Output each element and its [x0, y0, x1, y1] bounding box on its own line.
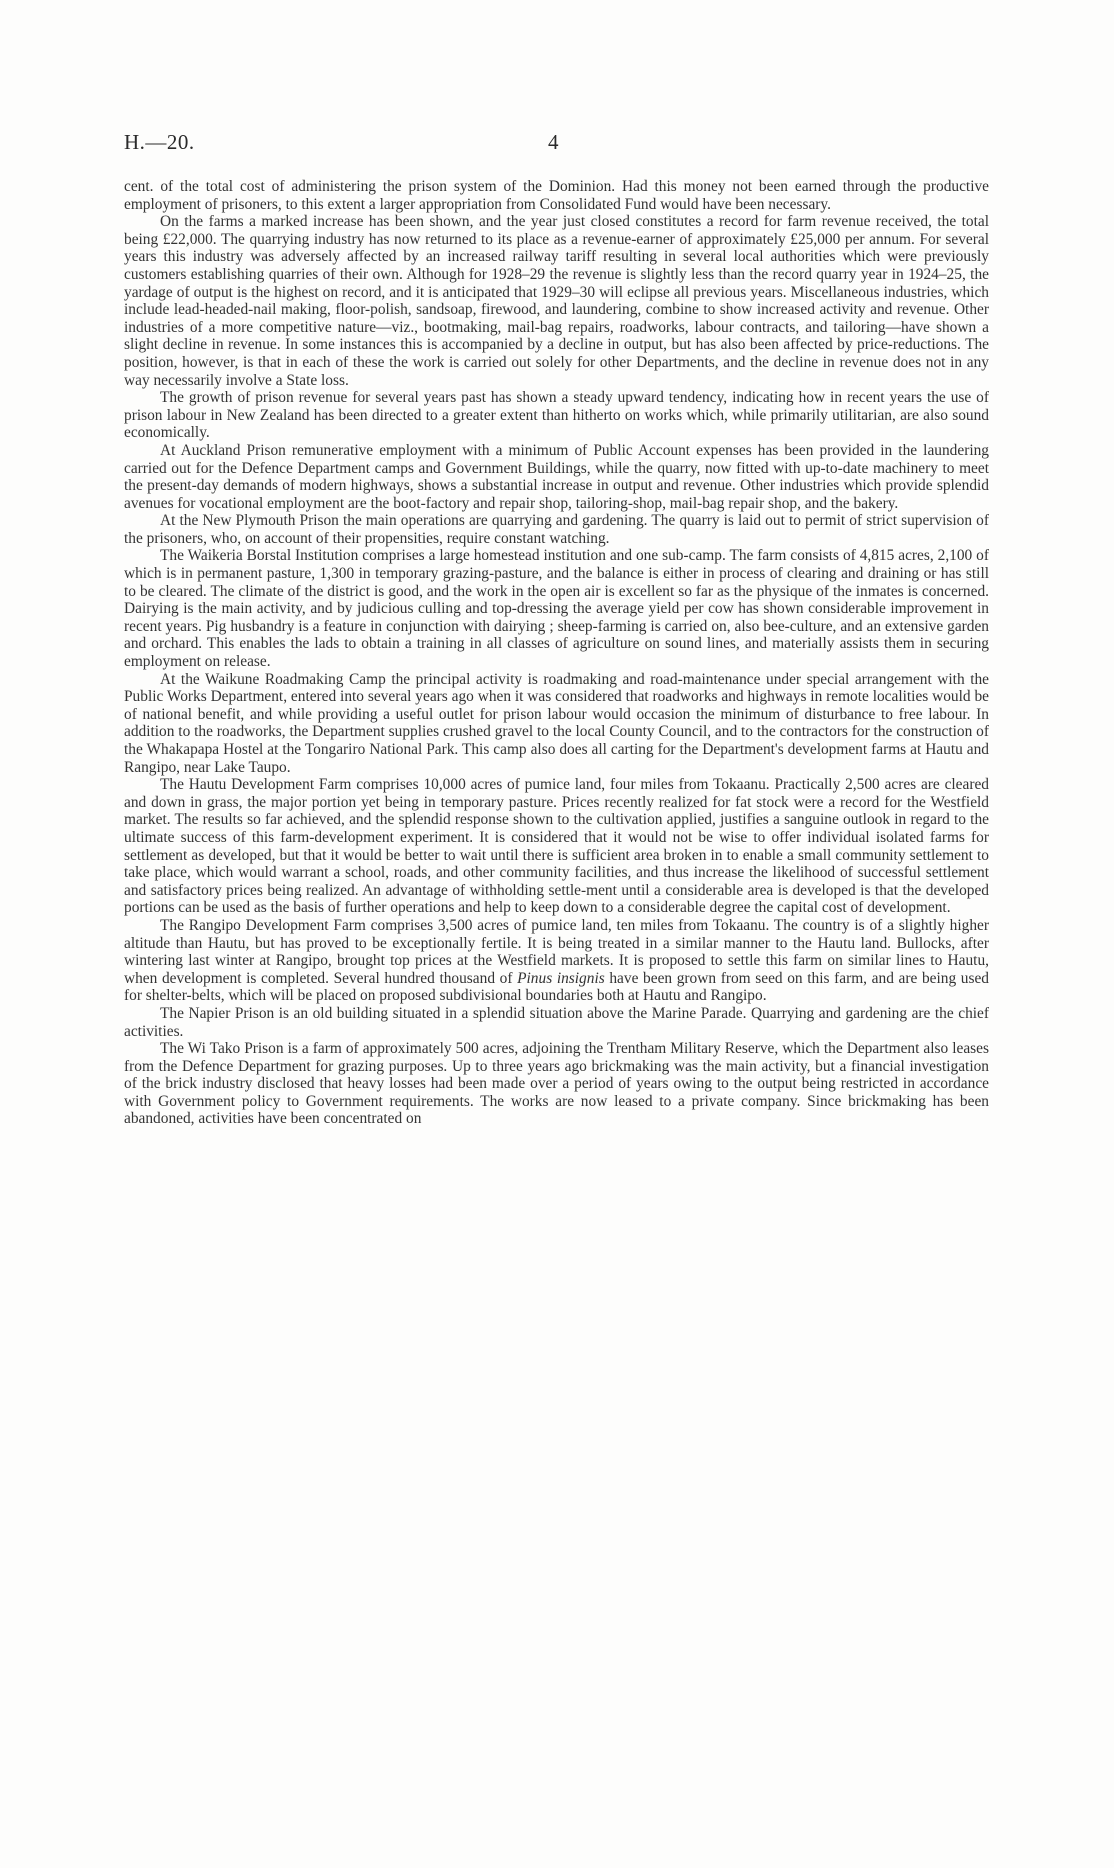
body-text — [124, 178, 989, 1128]
page-header — [124, 130, 990, 160]
rangipo-text-tail: have been grown from seed on this farm, and are being used for shelter-belts, which will be placed on proposed subdivisional boundaries both at Hautu and Rangipo. — [124, 969, 989, 1005]
paragraph-hautu-farm: The Hautu Development Farm comprises 10,000 acres of pumice land, four miles from Tokaanu. Practically 2,500 acres are cleared and down in grass, the major portion yet being in temporary pasture. Prices recently realized for fat stock were a record for the Westfield market. The results so far achieved, and the splendid response shown to the cultivation applied, justifies a sanguine outlook in regard to the ultimate success of this farm-development experiment. It is considered that it would not be wise to offer individual isolated farms for settlement as developed, but that it would be better to wait until there is sufficient area broken in to enable a small community settlement to take place, which would warrant a school, roads, and other community facilities, and thus increase the likelihood of successful settlement and satisfactory prices being realized. An advantage of withholding settle-ment until a considerable area is developed is that the developed portions can be used as the basis of further operations and help to keep down to a considerable degree the capital cost of development. — [124, 776, 989, 917]
document-reference: H.—20. — [124, 130, 195, 154]
paragraph-waikune-camp: At the Waikune Roadmaking Camp the principal activity is roadmaking and road-maintenance under special arrangement with the Public Works Department, entered into several years ago when it was considered that roadworks and highways in remote localities would be of national benefit, and while providing a useful outlet for prison labour would occasion the minimum of disturbance to free labour. In addition to the roadworks, the Department supplies crushed gravel to the local County Council, and to the contractors for the construction of the Whakapapa Hostel at the Tongariro National Park. This camp also does all carting for the Department's development farms at Hautu and Rangipo, near Lake Taupo. — [124, 670, 989, 776]
paragraph-napier-prison: The Napier Prison is an old building situated in a splendid situation above the Marine Parade. Quarrying and gardening are the chief activities. — [124, 1004, 989, 1040]
paragraph-continuation: cent. of the total cost of administering the prison system of the Dominion. Had this money not been earned through the productive employment of prisoners, to this extent a larger appropriation from Consolidated Fund would have been necessary. — [124, 178, 989, 213]
species-name: Pinus insignis — [517, 969, 605, 987]
page-number: 4 — [548, 130, 559, 154]
rangipo-text: The Rangipo Development Farm comprises 3,500 acres of pumice land, ten miles from Tokaanu. The country is of a slightly higher altitude than Hautu, but has proved to be exceptionally fertile. It is being treated in a similar manner to the Hautu land. Bullocks, after wintering last winter at Rangipo, brought top prices at the Westfield markets. It is proposed to settle this farm on similar lines to Hautu, when development is completed. Several hundred thousand of — [124, 916, 989, 987]
paragraph-new-plymouth-prison: At the New Plymouth Prison the main operations are quarrying and gardening. The quarry is laid out to permit of strict supervision of the prisoners, who, on account of their propensities, require constant watching. — [124, 512, 989, 547]
paragraph-wi-tako-prison: The Wi Tako Prison is a farm of approximately 500 acres, adjoining the Trentham Military Reserve, which the Department also leases from the Defence Department for grazing purposes. Up to three years ago brickmaking was the main activity, but a financial investigation of the brick industry disclosed that heavy losses had been made over a period of years owing to the output being restricted in accordance with Government policy to Government requirements. The works are now leased to a private company. Since brickmaking has been abandoned, activities have been concentrated on — [124, 1040, 989, 1128]
paragraph-auckland-prison: At Auckland Prison remunerative employment with a minimum of Public Account expenses has been provided in the laundering carried out for the Defence Department camps and Government Buildings, while the quarry, now fitted with up-to-date machinery to meet the present-day demands of modern highways, shows a substantial increase in output and revenue. Other industries which provide splendid avenues for vocational employment are the boot-factory and repair shop, tailoring-shop, mail-bag repair shop, and the bakery. — [124, 441, 989, 512]
paragraph-waikeria-borstal: The Waikeria Borstal Institution comprises a large homestead institution and one sub-camp. The farm consists of 4,815 acres, 2,100 of which is in permanent pasture, 1,300 in temporary grazing-pasture, and the balance is either in process of clearing and draining or has still to be cleared. The climate of the district is good, and the work in the open air is excellent so far as the physique of the inmates is concerned. Dairying is the main activity, and by judicious culling and top-dressing the average yield per cow has shown considerable improvement in recent years. Pig husbandry is a feature in conjunction with dairying ; sheep-farming is carried on, also bee-culture, and an extensive garden and orchard. This enables the lads to obtain a training in all classes of agriculture on sound lines, and materially assists them in securing employment on release. — [124, 547, 989, 671]
paragraph-farms: On the farms a marked increase has been shown, and the year just closed constitutes a record for farm revenue received, the total being £22,000. The quarrying industry has now returned to its place as a revenue-earner of approximately £25,000 per annum. For several years this industry was adversely affected by an increased railway tariff resulting in several local authorities which were previously customers establishing quarries of their own. Although for 1928–29 the revenue is slightly less than the record quarry year in 1924–25, the yardage of output is the highest on record, and it is anticipated that 1929–30 will eclipse all previous years. Miscellaneous industries, which include lead-headed-nail making, floor-polish, sandsoap, firewood, and laundering, combine to show increased activity and revenue. Other industries of a more competitive nature—viz., bootmaking, mail-bag repairs, roadworks, labour contracts, and tailoring—have shown a slight decline in revenue. In some instances this is accompanied by a decline in output, but has also been affected by price-reductions. The position, however, is that in each of these the work is carried out solely for other Departments, and the decline in revenue does not in any way necessarily involve a State loss. — [124, 213, 989, 389]
paragraph-rangipo-farm — [124, 917, 989, 1005]
paragraph-revenue-growth: The growth of prison revenue for several years past has shown a steady upward tendency, indicating how in recent years the use of prison labour in New Zealand has been directed to a greater extent than hitherto on works which, while primarily utilitarian, are also sound economically. — [124, 389, 989, 442]
